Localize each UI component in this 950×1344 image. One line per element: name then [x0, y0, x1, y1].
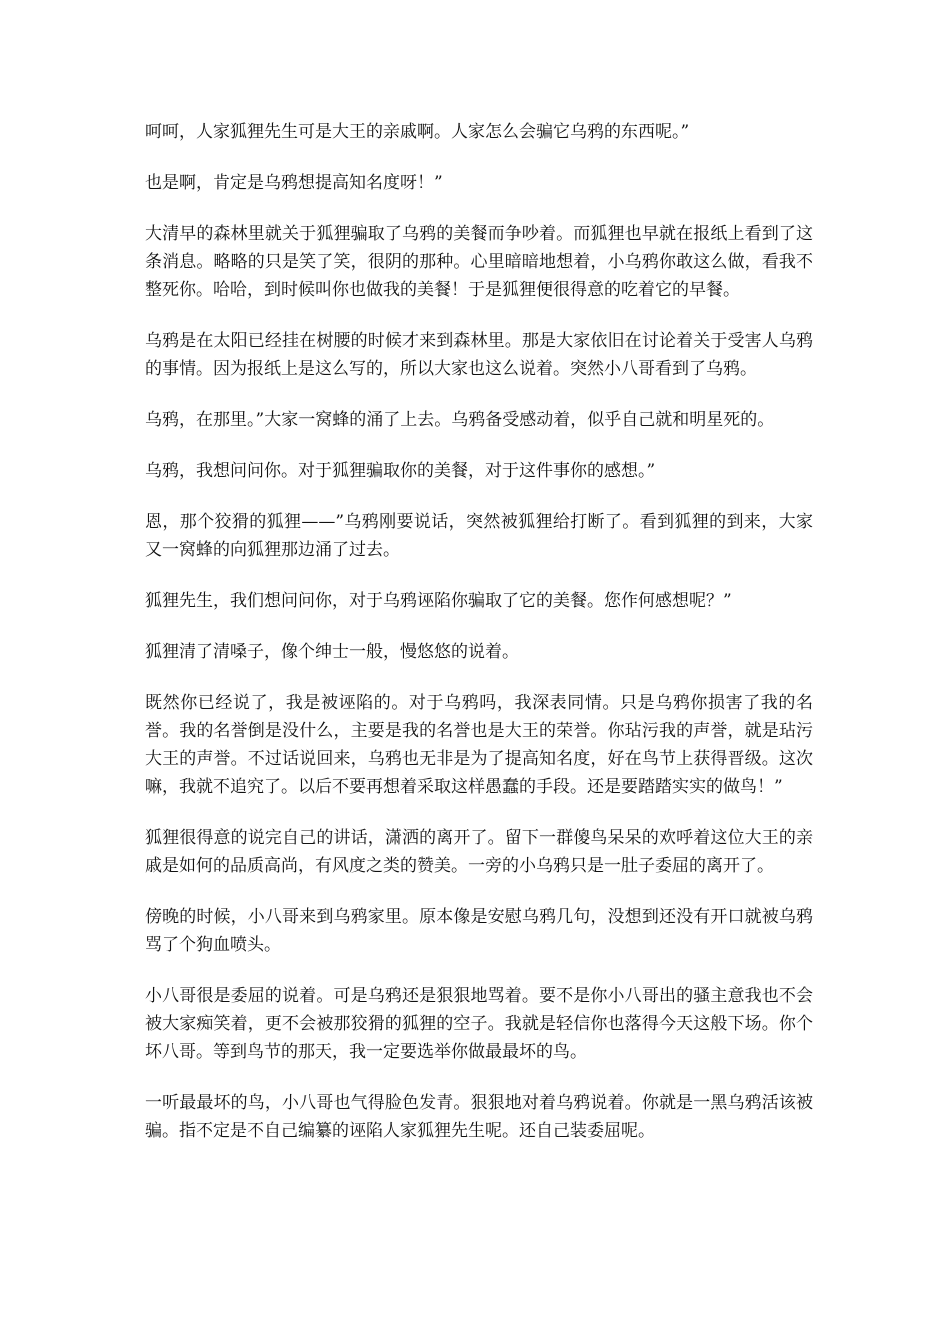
paragraph: 狐狸先生，我们想问问你，对于乌鸦诬陷你骗取了它的美餐。您作何感想呢？” [145, 591, 732, 611]
paragraph: 恩，那个狡猾的狐狸——”乌鸦刚要说话，突然被狐狸给打断了。看到狐狸的到来，大家又一窝蜂的向狐狸那边涌了过去。 [145, 512, 813, 560]
paragraph: 乌鸦，我想问问你。对于狐狸骗取你的美餐，对于这件事你的感想。” [145, 461, 656, 481]
paragraph: 乌鸦，在那里。”大家一窝蜂的涌了上去。乌鸦备受感动着，似乎自己就和明星死的。 [145, 410, 775, 430]
paragraph: 大清早的森林里就关于狐狸骗取了乌鸦的美餐而争吵着。而狐狸也早就在报纸上看到了这条消息。略略的只是笑了笑，很阴的那种。心里暗暗地想着，小乌鸦你敢这么做，看我不整死你。哈哈，到时候叫你也做我的美餐！于是狐狸便很得意的吃着它的早餐。 [145, 224, 813, 300]
paragraph: 也是啊，肯定是乌鸦想提高知名度呀！” [145, 173, 443, 193]
paragraph: 呵呵，人家狐狸先生可是大王的亲戚啊。人家怎么会骗它乌鸦的东西呢。” [145, 122, 690, 142]
paragraph: 傍晚的时候，小八哥来到乌鸦家里。原本像是安慰乌鸦几句，没想到还没有开口就被乌鸦骂了个狗血喷头。 [145, 907, 813, 955]
paragraph: 小八哥很是委屈的说着。可是乌鸦还是狠狠地骂着。要不是你小八哥出的骚主意我也不会被大家痴笑着，更不会被那狡猾的狐狸的空子。我就是轻信你也落得今天这般下场。你个坏八哥。等到鸟节的那天，我一定要选举你做最最坏的鸟。 [145, 986, 813, 1062]
paragraph: 乌鸦是在太阳已经挂在树腰的时候才来到森林里。那是大家依旧在讨论着关于受害人乌鸦的事情。因为报纸上是这么写的，所以大家也这么说着。突然小八哥看到了乌鸦。 [145, 331, 813, 379]
paragraph: 既然你已经说了，我是被诬陷的。对于乌鸦吗，我深表同情。只是乌鸦你损害了我的名誉。我的名誉倒是没什么，主要是我的名誉也是大王的荣誉。你玷污我的声誉，就是玷污大王的声誉。不过话说回来，乌鸦也无非是为了提高知名度，好在鸟节上获得晋级。这次嘛，我就不追究了。以后不要再想着采取这样愚蠢的手段。还是要踏踏实实的做鸟！” [145, 693, 813, 797]
paragraph: 一听最最坏的鸟，小八哥也气得脸色发青。狠狠地对着乌鸦说着。你就是一黑乌鸦活该被骗。指不定是不自己编纂的诬陷人家狐狸先生呢。还自己装委屈呢。 [145, 1093, 813, 1141]
paragraph: 狐狸很得意的说完自己的讲话，潇洒的离开了。留下一群傻鸟呆呆的欢呼着这位大王的亲戚是如何的品质高尚，有风度之类的赞美。一旁的小乌鸦只是一肚子委屈的离开了。 [145, 828, 813, 876]
document-body [145, 118, 813, 1168]
paragraph: 狐狸清了清嗓子，像个绅士一般，慢悠悠的说着。 [145, 642, 519, 662]
